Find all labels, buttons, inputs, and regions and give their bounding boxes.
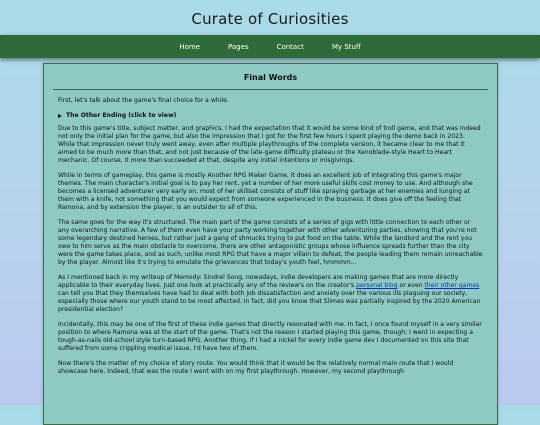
paragraph-5: Incidentally, this may be one of the first of these indie games that directly resonated with me. In fact, I once found myself in a very similar position to where Ramona was at the start of the game. That's not the reason I started playing this game, though; I went in expecting a tough-as-nails old-school style turn-based RPG. Another thing, if I had a nickel for every indie game dev I documented on this site that suffered from some crippling medical issue, I'd have two of them. [58,321,482,352]
article-body [44,90,497,376]
other-ending-label: The Other Ending (click to view) [66,112,177,119]
nav-link-contact[interactable]: Contact [276,42,304,51]
site-title: Curate of Curiosities [191,10,349,28]
nav-link-my-stuff[interactable]: My Stuff [331,42,361,51]
paragraph-4-text-c: can tell you that they themselves have had to deal with both job dissatisfaction and anxiety over the various ills plaguing our society, especially those where our youth stand to be most affected. In fact, did you know that Slimes was partially inspired by the 2020 American presidential election? [58,290,481,313]
article-title: Final Words [243,73,298,82]
other-ending-toggle[interactable] [58,112,483,120]
nav-link-pages[interactable]: Pages [227,42,249,51]
paragraph-2: While in terms of gameplay, this game is mostly Another RPG Maker Game, it does an excellent job of integrating this game's major themes. The main character's initial goal is to pay her rent, yet a number of her more useful skills cost money to use. And although she becomes a licensed adventurer very early on, most of her skillset consists of stuff like spraying garbage at her enemies and lunging at them with a knife, not something that you would expect from someone experienced in the business. It does give off the feeling that Ramona, and by extension the player, is an outsider to all of this. [58,172,473,211]
paragraph-4-text-a: As I mentioned back in my writeup of Memody: Sindrel Song, nowadays, indie developers are making games that are more directly applicable to their everyday lives. Just one look at practically any of the review's on the creator's [58,274,459,289]
paragraph-6: Now there's the matter of my choice of story route. You would think that it would be the relatively normal main route that I would showcase here. Indeed, that was the route I went with on my first playthrough. However, my second playthrough [58,360,454,375]
navbar [0,35,540,58]
paragraph-4 [58,274,483,314]
other-games-link[interactable]: their other games [424,282,480,289]
content-panel[interactable] [43,63,498,425]
paragraph-3: The same goes for the way it's structured. The main part of the game consists of a series of gigs with little connection to each other or any overarching narrative. A few of them even have your party working together with other adventuring parties, showing that you're not some legendary destined heroes, but rather just a gang of shmucks trying to put food on the table. While the landlord and the rent you owe to him serve as the main obstacle to overcome, there are other antagonistic groups whose influence spreads further than the city were the game takes place, and as such, unlike most RPG that have a major villain to defeat, the people leading them remain unreachable by the player. Almost like it's trying to emulate the grievances that today's youth feel, hmmmm... [58,219,483,266]
intro-paragraph: First, let's talk about the game's final choice for a while. [58,97,229,104]
paragraph-4-text-b: or even [397,282,425,289]
paragraph-1: Due to this game's title, subject matter, and graphics, I had the expectation that it would be some kind of troll game, and that was indeed not only the initial plan for the game, but also the impression that I got for the first few hours I spent playing the demo back in 2023. While that impression never truly went away, even after multiple playthroughs of the complete version, it became clear to me that it aimed to be much more than that, and not just because of the late-game difficulty plateau or the Xenoblade-style Heart to Heart mechanic. Of course, it more than succeeded at that, despite any initial intentions or misgivings. [58,125,481,164]
personal-blog-link[interactable]: personal blog [356,282,398,289]
disclosure-triangle-icon [58,114,62,118]
nav-link-home[interactable]: Home [179,42,200,51]
